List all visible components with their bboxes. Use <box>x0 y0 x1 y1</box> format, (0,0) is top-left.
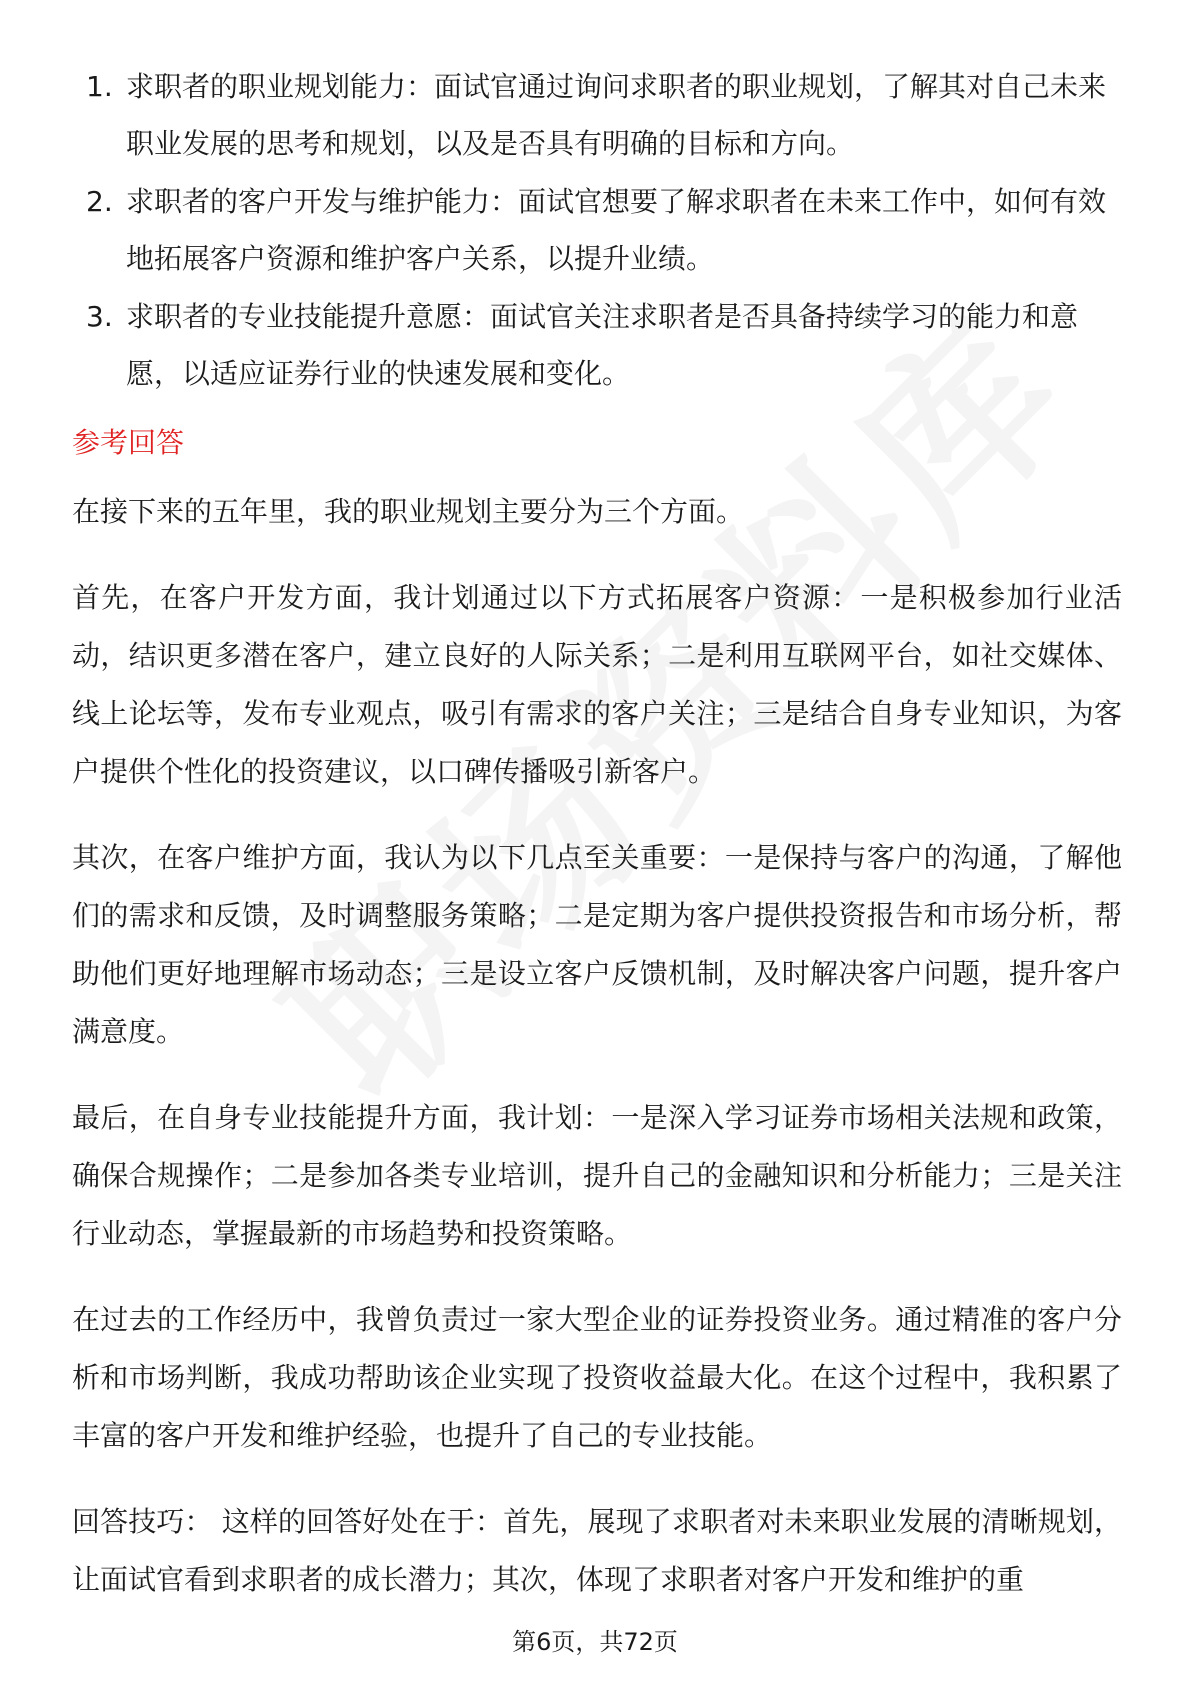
section-heading: 参考回答 <box>72 426 185 459</box>
paragraph: 最后，在自身专业技能提升方面，我计划：一是深入学习证券市场相关法规和政策，确保合规操作；二是参加各类专业培训，提升自己的金融知识和分析能力；三是关注行业动态，掌握最新的市场趋势和投资策略。 <box>72 1101 1122 1250</box>
page-number-footer: 第6页，共72页 <box>512 1628 678 1656</box>
paragraph: 在过去的工作经历中，我曾负责过一家大型企业的证券投资业务。通过精准的客户分析和市场判断，我成功帮助该企业实现了投资收益最大化。在这个过程中，我积累了丰富的客户开发和维护经验，也提升了自己的专业技能。 <box>72 1303 1122 1452</box>
list-item-number: 3. <box>86 300 113 333</box>
list-item <box>72 288 1122 402</box>
list-item-text: 求职者的职业规划能力：面试官通过询问求职者的职业规划，了解其对自己未来职业发展的思考和规划，以及是否具有明确的目标和方向。 <box>126 70 1107 160</box>
page-content <box>72 58 1122 1637</box>
list-item-number: 2. <box>86 185 113 218</box>
list-item-text: 求职者的客户开发与维护能力：面试官想要了解求职者在未来工作中，如何有效地拓展客户资源和维护客户关系，以提升业绩。 <box>126 185 1107 275</box>
list-item-number: 1. <box>86 70 113 103</box>
paragraph: 在接下来的五年里，我的职业规划主要分为三个方面。 <box>72 495 745 528</box>
paragraph: 回答技巧： 这样的回答好处在于：首先，展现了求职者对未来职业发展的清晰规划，让面试官看到求职者的成长潜力；其次，体现了求职者对客户开发和维护的重 <box>72 1505 1122 1596</box>
paragraph: 其次，在客户维护方面，我认为以下几点至关重要：一是保持与客户的沟通，了解他们的需求和反馈，及时调整服务策略；二是定期为客户提供投资报告和市场分析，帮助他们更好地理解市场动态；三是设立客户反馈机制，及时解决客户问题，提升客户满意度。 <box>72 841 1122 1048</box>
list-item <box>72 58 1122 172</box>
list-item <box>72 173 1122 287</box>
list-item-text: 求职者的专业技能提升意愿：面试官关注求职者是否具备持续学习的能力和意愿，以适应证券行业的快速发展和变化。 <box>126 300 1079 390</box>
paragraph: 首先，在客户开发方面，我计划通过以下方式拓展客户资源：一是积极参加行业活动，结识更多潜在客户，建立良好的人际关系；二是利用互联网平台，如社交媒体、线上论坛等，发布专业观点，吸引有需求的客户关注；三是结合自身专业知识，为客户提供个性化的投资建议，以口碑传播吸引新客户。 <box>72 581 1122 788</box>
evaluation-points-list <box>72 58 1122 402</box>
